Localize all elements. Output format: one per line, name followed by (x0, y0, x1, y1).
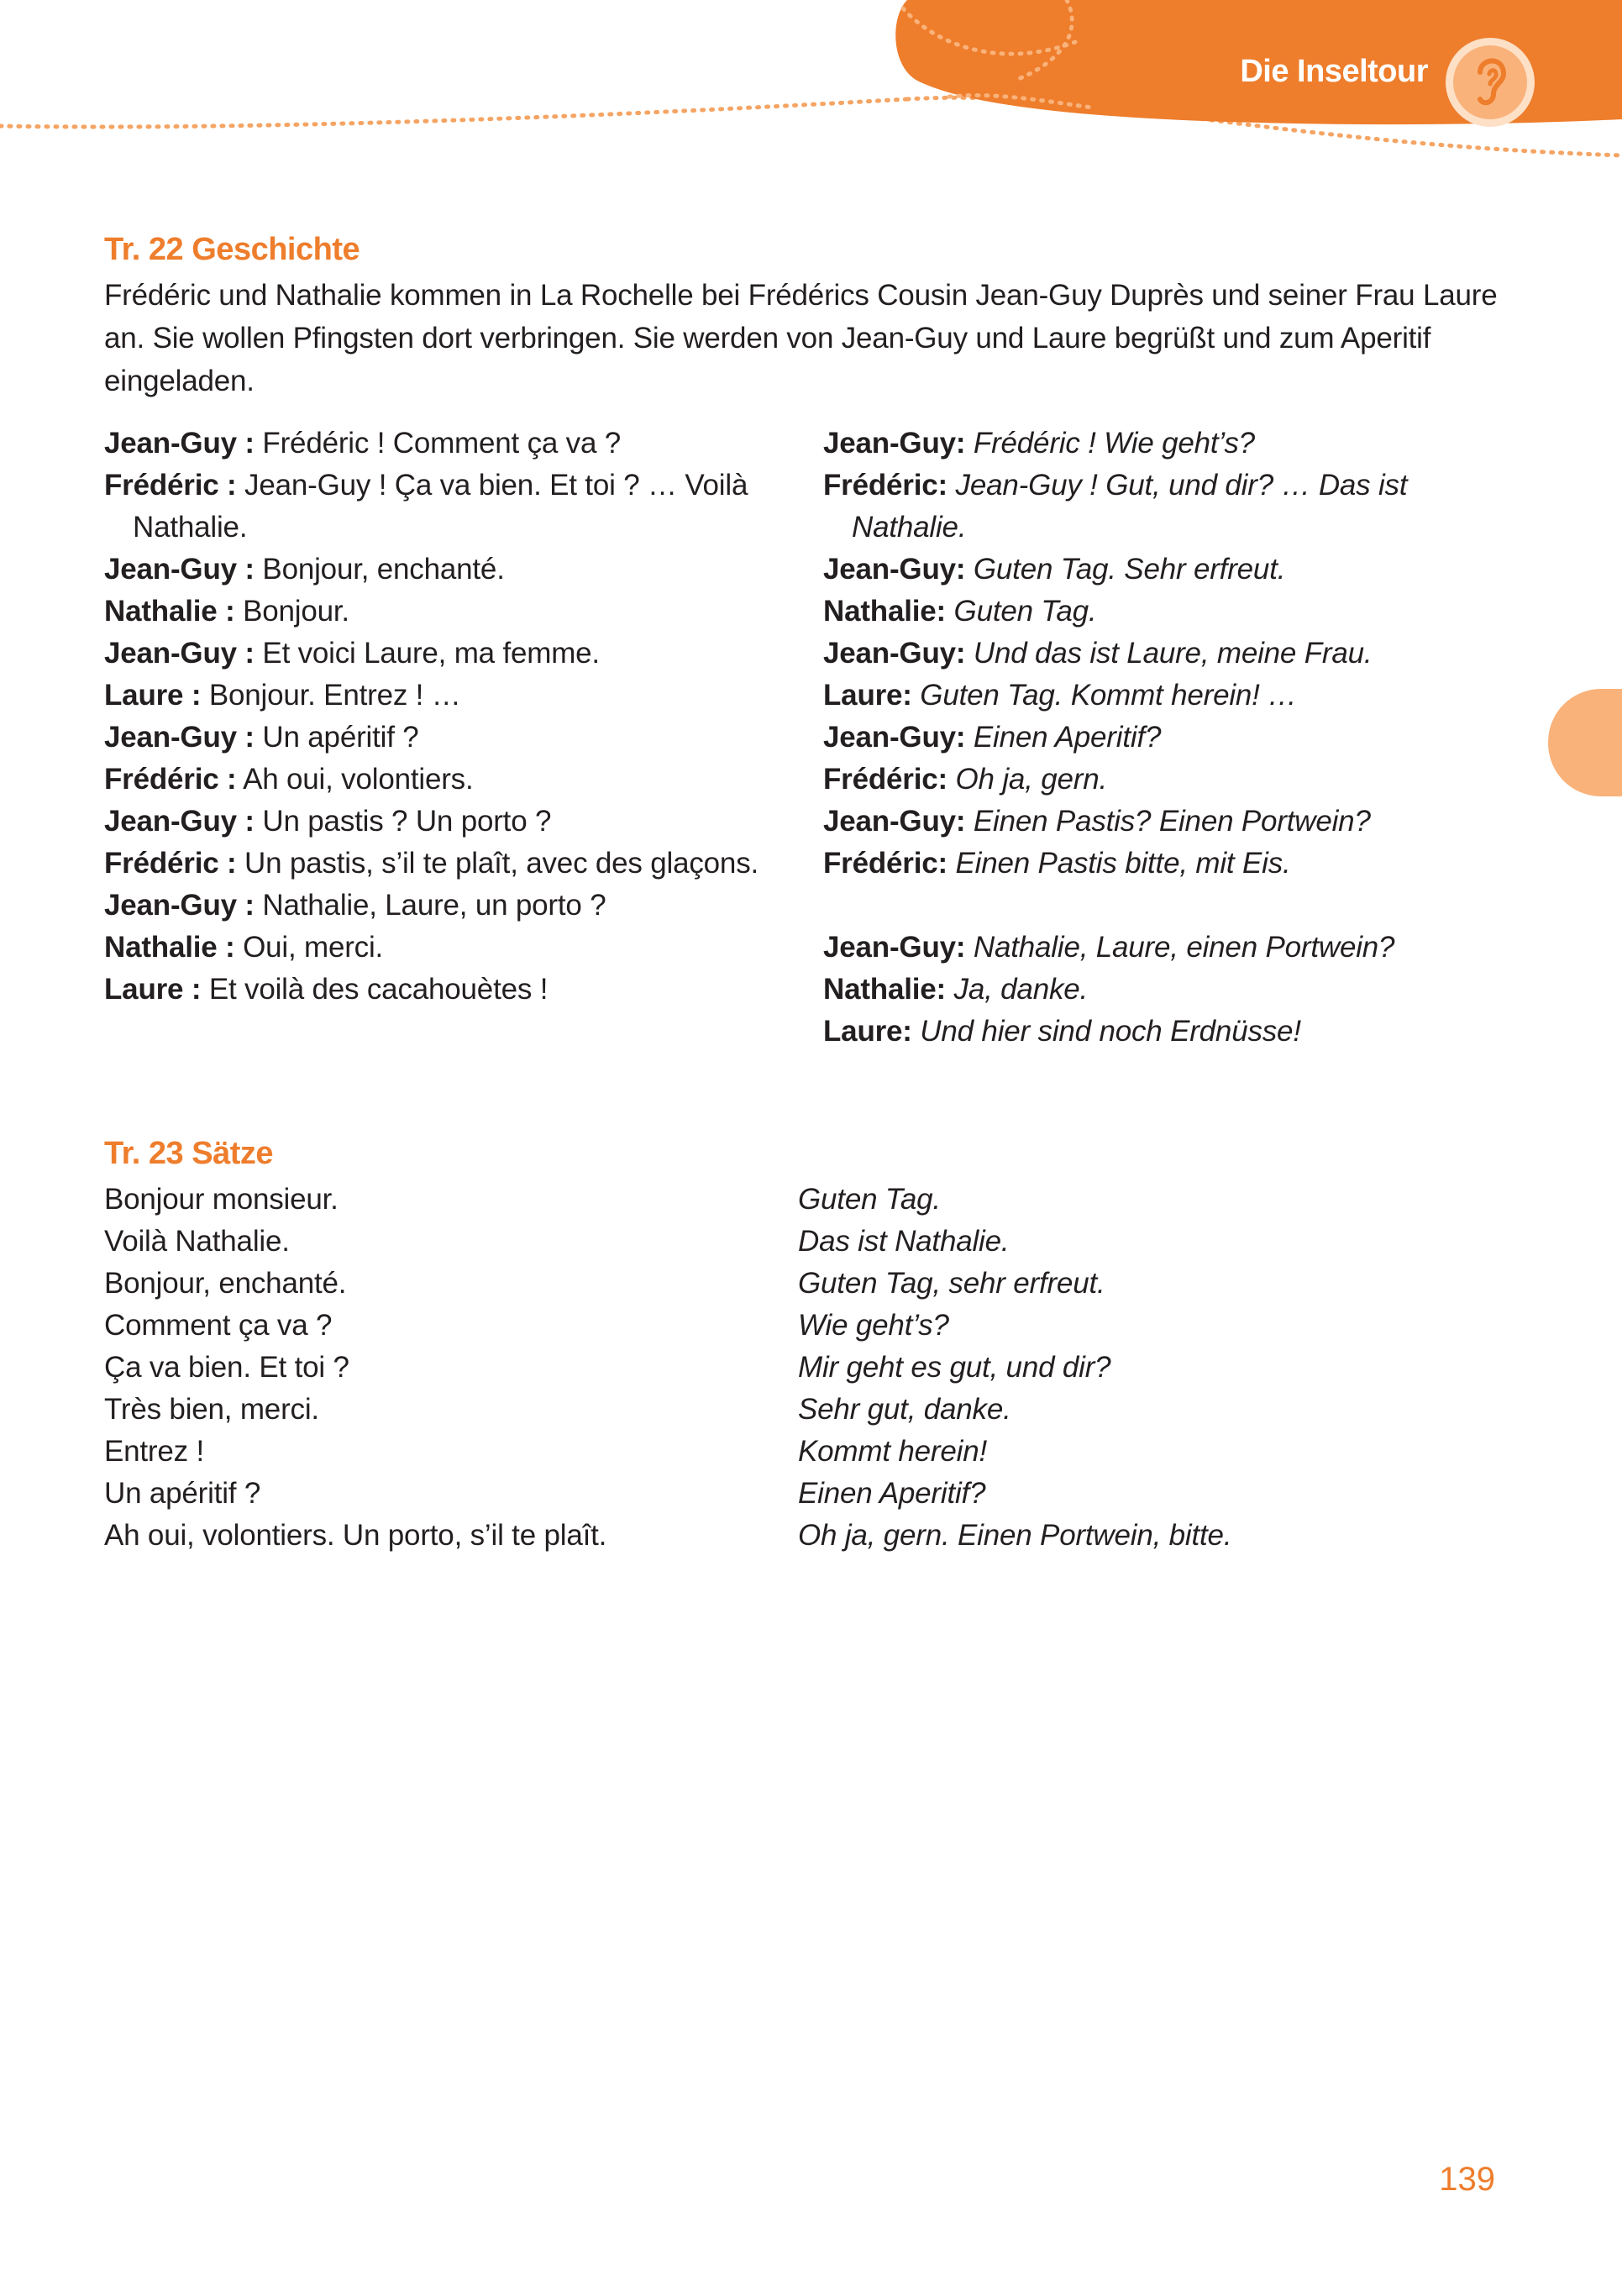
speaker-name: Jean-Guy: (823, 637, 966, 670)
dialogue-line (823, 843, 1512, 885)
sentence: Sehr gut, danke. (798, 1393, 1011, 1426)
dialogue-text: Einen Pastis bitte, mit Eis. (955, 847, 1291, 880)
dialogue-line (823, 717, 1512, 759)
dialogue-line (104, 927, 759, 969)
speaker-name: Frédéric: (823, 469, 947, 502)
speaker-name: Jean-Guy: (823, 805, 966, 838)
dialogue-line (823, 759, 1512, 801)
speaker-name: Frédéric : (104, 847, 237, 880)
dialogue-line (823, 633, 1512, 675)
sentence: Bonjour monsieur. (104, 1183, 339, 1216)
speaker-name: Frédéric : (104, 469, 237, 502)
dialogue-text: Frédéric ! Wie geht’s? (973, 427, 1255, 460)
dialogue-text: Guten Tag. Kommt herein! … (920, 679, 1298, 712)
dialogue-line (104, 885, 759, 927)
sentence: Kommt herein! (798, 1435, 987, 1468)
dialogue-line (823, 423, 1512, 465)
speaker-name: Jean-Guy : (104, 805, 255, 838)
speaker-name: Nathalie: (823, 973, 947, 1006)
speaker-name: Jean-Guy : (104, 553, 255, 586)
speaker-name: Nathalie : (104, 931, 235, 964)
dialogue-text: Guten Tag. Sehr erfreut. (973, 553, 1286, 586)
sentence: Oh ja, gern. Einen Portwein, bitte. (798, 1519, 1232, 1552)
dialogue-line (823, 591, 1512, 633)
dialogue-text: Bonjour. (243, 595, 349, 628)
dialogue-french (104, 423, 759, 1011)
dialogue-text: Ja, danke. (953, 973, 1089, 1006)
dialogue-german (823, 423, 1512, 1053)
speaker-name: Jean-Guy: (823, 553, 966, 586)
speaker-name: Laure : (104, 679, 202, 712)
dialogue-line (823, 465, 1512, 549)
dialogue-line (104, 675, 759, 717)
dialogue-line (104, 549, 759, 591)
dialogue-text: Bonjour. Entrez ! … (208, 679, 461, 712)
dialogue-text: Oh ja, gern. (955, 763, 1107, 796)
dialogue-text: Jean-Guy ! Ça va bien. Et toi ? … Voilà Nathalie. (133, 469, 748, 544)
sentence: Guten Tag. (798, 1183, 941, 1216)
dialogue-line (104, 465, 759, 549)
speaker-name: Nathalie : (104, 595, 235, 628)
sentence: Très bien, merci. (104, 1393, 319, 1426)
dialogue-text: Und hier sind noch Erdnüsse! (920, 1015, 1301, 1048)
sentence: Wie geht’s? (798, 1309, 949, 1342)
sentences-german (798, 1179, 1512, 1557)
sentence: Ça va bien. Et toi ? (104, 1351, 349, 1384)
speaker-name: Jean-Guy : (104, 721, 255, 754)
dialogue-line (823, 549, 1512, 591)
dialogue-line (104, 633, 759, 675)
speaker-name: Laure: (823, 1015, 912, 1048)
dialogue-line (104, 591, 759, 633)
dialogue-text: Frédéric ! Comment ça va ? (262, 427, 622, 460)
dialogue-text: Und das ist Laure, meine Frau. (973, 637, 1373, 670)
page-number: 139 (1439, 2161, 1495, 2198)
section-tab (1548, 689, 1622, 796)
dialogue-line (104, 423, 759, 465)
speaker-name: Jean-Guy: (823, 721, 966, 754)
sentence: Un apéritif ? (104, 1477, 261, 1510)
dialogue-line (823, 801, 1512, 843)
dialogue-text: Nathalie, Laure, un porto ? (262, 889, 606, 922)
chapter-title: Die Inseltour (1240, 54, 1428, 89)
sentence: Mir geht es gut, und dir? (798, 1351, 1111, 1384)
story-heading: Tr. 22 Geschichte (104, 232, 360, 267)
dialogue-line (823, 1011, 1512, 1053)
dialogue-text: Un pastis ? Un porto ? (262, 805, 552, 838)
dialogue-line (104, 969, 759, 1011)
dialogue-line (823, 675, 1512, 717)
sentences-french (104, 1179, 776, 1557)
speaker-name: Jean-Guy : (104, 427, 255, 460)
dialogue-text: Jean-Guy ! Gut, und dir? … Das ist Nathalie. (852, 469, 1408, 544)
line-spacer (823, 885, 1512, 927)
speaker-name: Jean-Guy : (104, 889, 255, 922)
sentence: Bonjour, enchanté. (104, 1267, 347, 1300)
speaker-name: Jean-Guy : (104, 637, 255, 670)
sentence: Comment ça va ? (104, 1309, 333, 1342)
sentence: Ah oui, volontiers. Un porto, s’il te plaît. (104, 1519, 607, 1552)
ear-icon (1443, 35, 1537, 129)
dialogue-text: Einen Aperitif? (973, 721, 1162, 754)
sentence: Voilà Nathalie. (104, 1225, 290, 1258)
speaker-name: Jean-Guy: (823, 427, 966, 460)
dialogue-text: Oui, merci. (243, 931, 384, 964)
speaker-name: Frédéric: (823, 847, 947, 880)
dialogue-line (104, 759, 759, 801)
dialogue-text: Un pastis, s’il te plaît, avec des glaçons. (244, 847, 759, 880)
dialogue-text: Einen Pastis? Einen Portwein? (973, 805, 1371, 838)
dialogue-text: Et voilà des cacahouètes ! (208, 973, 549, 1006)
speaker-name: Frédéric: (823, 763, 947, 796)
speaker-name: Nathalie: (823, 595, 947, 628)
speaker-name: Laure: (823, 679, 912, 712)
speaker-name: Jean-Guy: (823, 931, 966, 964)
dialogue-text: Un apéritif ? (262, 721, 419, 754)
sentence: Das ist Nathalie. (798, 1225, 1010, 1258)
sentences-heading: Tr. 23 Sätze (104, 1136, 274, 1171)
dialogue-text: Bonjour, enchanté. (262, 553, 505, 586)
sentence: Entrez ! (104, 1435, 205, 1468)
dialogue-line (104, 717, 759, 759)
sentence: Einen Aperitif? (798, 1477, 986, 1510)
dialogue-line (823, 969, 1512, 1011)
dialogue-text: Nathalie, Laure, einen Portwein? (973, 931, 1395, 964)
sentence: Guten Tag, sehr erfreut. (798, 1267, 1105, 1300)
story-intro: Frédéric und Nathalie kommen in La Rochelle bei Frédérics Cousin Jean-Guy Duprès und seiner Frau Laure an. Sie wollen Pfingsten dort verbringen. Sie werden von Jean-Guy und Laure begrüßt und zum Aperitif eingeladen. (104, 279, 1498, 397)
dialogue-text: Et voici Laure, ma femme. (262, 637, 600, 670)
speaker-name: Frédéric : (104, 763, 237, 796)
dialogue-line (823, 927, 1512, 969)
speaker-name: Laure : (104, 973, 202, 1006)
dialogue-text: Ah oui, volontiers. (243, 763, 474, 796)
dialogue-line (104, 843, 759, 885)
dialogue-line (104, 801, 759, 843)
dialogue-text: Guten Tag. (953, 595, 1097, 628)
